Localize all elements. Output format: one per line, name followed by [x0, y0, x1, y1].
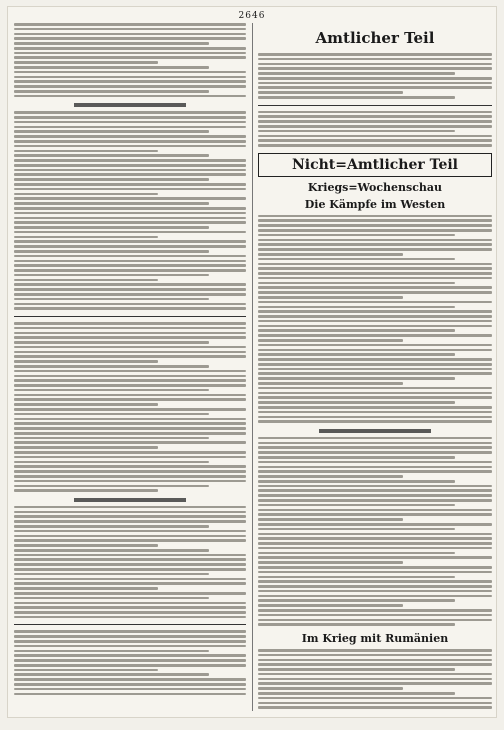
text-line — [14, 283, 246, 286]
official-text-1 — [258, 53, 492, 99]
text-line — [258, 678, 492, 681]
text-line — [14, 221, 246, 224]
text-line — [14, 616, 246, 619]
article-text — [14, 322, 246, 492]
text-line — [14, 52, 246, 55]
text-line — [258, 504, 455, 507]
text-line — [258, 234, 455, 237]
text-line — [14, 549, 209, 552]
text-line — [14, 332, 246, 335]
text-line — [14, 56, 246, 59]
column-divider — [252, 23, 253, 711]
text-line — [14, 489, 158, 492]
text-line — [258, 224, 492, 227]
official-section-title: Amtlicher Teil — [315, 29, 435, 47]
text-line — [258, 461, 492, 464]
text-line — [14, 28, 246, 31]
text-line — [14, 511, 246, 514]
text-line — [258, 533, 492, 536]
text-line — [258, 552, 455, 555]
text-line — [14, 341, 209, 344]
text-line — [258, 363, 492, 366]
rule — [258, 105, 492, 106]
text-line — [14, 351, 246, 354]
text-line — [14, 384, 246, 387]
text-line — [258, 523, 492, 526]
text-line — [258, 120, 492, 123]
text-line — [258, 372, 492, 375]
text-line — [258, 585, 492, 588]
text-line — [14, 231, 246, 234]
text-line — [14, 650, 209, 653]
text-line — [258, 334, 492, 337]
text-line — [14, 485, 209, 488]
text-line — [258, 130, 455, 133]
text-line — [14, 236, 158, 239]
war-subtitle: Die Kämpfe im Westen — [304, 197, 446, 211]
text-line — [14, 582, 246, 585]
text-line — [14, 346, 246, 349]
article-text — [14, 506, 246, 619]
text-line — [258, 411, 492, 414]
text-line — [14, 437, 209, 440]
text-line — [258, 590, 492, 593]
text-line — [14, 298, 209, 301]
text-line — [258, 494, 492, 497]
romania-section-title: Im Krieg mit Rumänien — [301, 631, 449, 645]
text-line — [14, 76, 246, 79]
war-news-title: Kriegs=Wochenschau — [307, 180, 443, 194]
text-line — [14, 293, 246, 296]
text-line — [258, 329, 455, 332]
text-line — [14, 226, 209, 229]
text-line — [258, 416, 492, 419]
rule — [14, 316, 246, 317]
text-line — [258, 320, 492, 323]
text-line — [14, 260, 246, 263]
text-line — [258, 135, 492, 138]
text-line — [14, 602, 246, 605]
text-line — [14, 23, 246, 26]
text-line — [258, 595, 492, 598]
text-line — [258, 513, 492, 516]
text-line — [258, 91, 403, 94]
text-line — [258, 580, 492, 583]
text-line — [258, 702, 492, 705]
text-line — [258, 466, 492, 469]
text-line — [14, 121, 246, 124]
text-line — [14, 327, 246, 330]
text-line — [258, 239, 492, 242]
text-line — [258, 315, 492, 318]
text-line — [14, 159, 246, 162]
text-line — [14, 530, 246, 533]
text-line — [258, 599, 455, 602]
text-line — [14, 126, 246, 129]
text-line — [14, 635, 246, 638]
text-line — [14, 355, 246, 358]
text-line — [14, 398, 246, 401]
text-line — [14, 178, 209, 181]
text-line — [14, 597, 209, 600]
text-line — [14, 683, 246, 686]
text-line — [258, 344, 492, 347]
text-line — [258, 392, 492, 395]
text-line — [258, 509, 492, 512]
text-line — [14, 193, 158, 196]
text-line — [258, 58, 492, 61]
text-line — [14, 645, 246, 648]
text-line — [14, 432, 246, 435]
text-line — [14, 578, 246, 581]
text-line — [258, 115, 492, 118]
text-line — [14, 183, 246, 186]
text-line — [258, 614, 492, 617]
text-line — [14, 95, 246, 98]
text-line — [258, 485, 492, 488]
text-line — [258, 697, 492, 700]
text-line — [14, 365, 209, 368]
text-line — [258, 571, 492, 574]
text-line — [258, 291, 492, 294]
text-line — [258, 219, 492, 222]
text-line — [258, 556, 492, 559]
text-line — [258, 243, 492, 246]
text-line — [14, 630, 246, 633]
text-line — [14, 403, 158, 406]
newspaper-page — [7, 6, 497, 718]
text-line — [14, 269, 246, 272]
text-line — [14, 456, 246, 459]
text-line — [14, 568, 246, 571]
text-line — [258, 306, 455, 309]
text-line — [14, 413, 209, 416]
war-text-2 — [258, 437, 492, 626]
text-line — [14, 336, 246, 339]
text-line — [14, 61, 158, 64]
text-line — [14, 85, 246, 88]
text-line — [258, 358, 492, 361]
text-line — [14, 80, 246, 83]
text-line — [258, 542, 492, 545]
text-line — [258, 480, 455, 483]
text-line — [14, 307, 246, 310]
text-line — [258, 489, 492, 492]
text-line — [258, 576, 455, 579]
text-line — [14, 673, 209, 676]
text-line — [14, 264, 246, 267]
text-line — [258, 282, 455, 285]
text-line — [14, 475, 246, 478]
text-line — [14, 197, 246, 200]
official-text-2 — [258, 111, 492, 147]
text-line — [258, 518, 403, 521]
text-line — [258, 253, 403, 256]
right-column — [258, 23, 492, 711]
text-line — [14, 506, 246, 509]
text-line — [14, 515, 246, 518]
text-line — [258, 663, 492, 666]
text-line — [14, 480, 246, 483]
text-line — [14, 408, 246, 411]
text-line — [14, 202, 209, 205]
text-line — [258, 353, 455, 356]
text-line — [14, 164, 246, 167]
text-line — [14, 140, 246, 143]
text-line — [14, 535, 246, 538]
war-text-1 — [258, 215, 492, 423]
text-line — [14, 375, 246, 378]
text-line — [258, 528, 455, 531]
text-line — [14, 279, 158, 282]
text-line — [14, 539, 246, 542]
text-line — [14, 669, 158, 672]
text-line — [258, 706, 492, 709]
text-line — [14, 441, 246, 444]
text-line — [14, 303, 246, 306]
text-line — [14, 33, 246, 36]
text-line — [14, 418, 246, 421]
text-line — [14, 525, 209, 528]
text-line — [14, 240, 246, 243]
left-column — [14, 23, 246, 711]
text-line — [14, 360, 158, 363]
text-line — [258, 687, 403, 690]
text-line — [14, 563, 246, 566]
text-line — [14, 664, 246, 667]
text-line — [258, 258, 455, 261]
text-line — [258, 144, 492, 147]
text-line — [14, 394, 246, 397]
article-text — [14, 23, 246, 97]
unofficial-section-title: Nicht=Amtlicher Teil — [258, 153, 492, 177]
text-line — [14, 558, 246, 561]
text-line — [14, 169, 246, 172]
text-line — [14, 207, 246, 210]
text-line — [258, 682, 492, 685]
text-line — [258, 654, 492, 657]
text-line — [258, 53, 492, 56]
text-line — [258, 86, 492, 89]
text-line — [258, 649, 492, 652]
text-line — [14, 678, 246, 681]
text-line — [14, 217, 246, 220]
text-line — [258, 63, 492, 66]
text-line — [14, 116, 246, 119]
subheading — [74, 103, 185, 107]
text-line — [258, 566, 492, 569]
text-line — [14, 370, 246, 373]
text-line — [258, 561, 403, 564]
text-line — [14, 451, 246, 454]
text-line — [258, 456, 455, 459]
text-line — [14, 322, 246, 325]
text-line — [258, 277, 492, 280]
text-line — [14, 150, 158, 153]
text-line — [14, 212, 246, 215]
text-line — [14, 145, 246, 148]
text-line — [258, 623, 455, 626]
text-line — [14, 255, 246, 258]
text-line — [258, 111, 492, 114]
text-line — [14, 640, 246, 643]
text-line — [14, 611, 246, 614]
text-line — [258, 547, 492, 550]
text-line — [14, 520, 246, 523]
text-line — [14, 544, 158, 547]
text-line — [14, 379, 246, 382]
text-line — [14, 587, 158, 590]
text-line — [14, 288, 246, 291]
text-line — [258, 377, 455, 380]
text-line — [258, 382, 403, 385]
text-line — [258, 139, 492, 142]
text-line — [258, 437, 492, 440]
text-line — [258, 248, 492, 251]
text-line — [258, 325, 492, 328]
text-line — [258, 499, 492, 502]
text-line — [258, 215, 492, 218]
text-line — [258, 442, 492, 445]
text-line — [258, 96, 455, 99]
text-line — [14, 130, 209, 133]
text-line — [14, 688, 246, 691]
text-line — [14, 461, 209, 464]
text-line — [258, 446, 492, 449]
text-line — [14, 245, 246, 248]
text-line — [258, 401, 455, 404]
subheading — [74, 498, 185, 502]
text-line — [14, 37, 246, 40]
text-line — [14, 66, 209, 69]
text-line — [258, 349, 492, 352]
article-text — [14, 630, 246, 695]
text-line — [258, 396, 492, 399]
text-line — [14, 111, 246, 114]
text-line — [258, 604, 403, 607]
text-line — [14, 654, 246, 657]
text-line — [258, 475, 403, 478]
text-line — [14, 422, 246, 425]
text-line — [14, 592, 246, 595]
text-line — [258, 229, 492, 232]
text-line — [258, 668, 455, 671]
text-line — [14, 173, 246, 176]
text-line — [14, 90, 209, 93]
text-line — [14, 274, 209, 277]
text-line — [258, 339, 403, 342]
text-line — [14, 135, 246, 138]
text-line — [258, 619, 492, 622]
text-line — [258, 67, 492, 70]
text-line — [14, 71, 246, 74]
text-line — [258, 387, 492, 390]
text-line — [258, 272, 492, 275]
text-line — [258, 301, 492, 304]
text-line — [14, 389, 209, 392]
text-line — [258, 406, 492, 409]
text-line — [258, 368, 492, 371]
text-line — [14, 188, 246, 191]
text-line — [14, 427, 246, 430]
text-line — [258, 310, 492, 313]
text-line — [258, 125, 492, 128]
rule — [14, 624, 246, 625]
text-line — [258, 609, 492, 612]
text-line — [258, 296, 403, 299]
text-line — [258, 537, 492, 540]
page-number: 2646 — [238, 11, 266, 21]
text-line — [258, 267, 492, 270]
text-line — [258, 72, 455, 75]
text-line — [14, 250, 209, 253]
subheading — [319, 429, 431, 433]
text-line — [14, 659, 246, 662]
text-line — [258, 470, 492, 473]
article-text — [14, 111, 246, 310]
text-line — [258, 692, 455, 695]
romania-text — [258, 649, 492, 711]
text-line — [258, 451, 492, 454]
text-line — [14, 693, 246, 696]
text-line — [258, 82, 492, 85]
text-line — [14, 446, 158, 449]
text-line — [14, 573, 209, 576]
text-line — [258, 420, 492, 423]
text-line — [14, 154, 209, 157]
text-line — [14, 470, 246, 473]
text-line — [14, 42, 209, 45]
text-line — [258, 659, 492, 662]
text-line — [14, 47, 246, 50]
text-line — [14, 606, 246, 609]
text-line — [14, 465, 246, 468]
text-line — [258, 286, 492, 289]
text-line — [14, 554, 246, 557]
text-line — [258, 673, 492, 676]
text-line — [258, 263, 492, 266]
text-line — [258, 77, 492, 80]
